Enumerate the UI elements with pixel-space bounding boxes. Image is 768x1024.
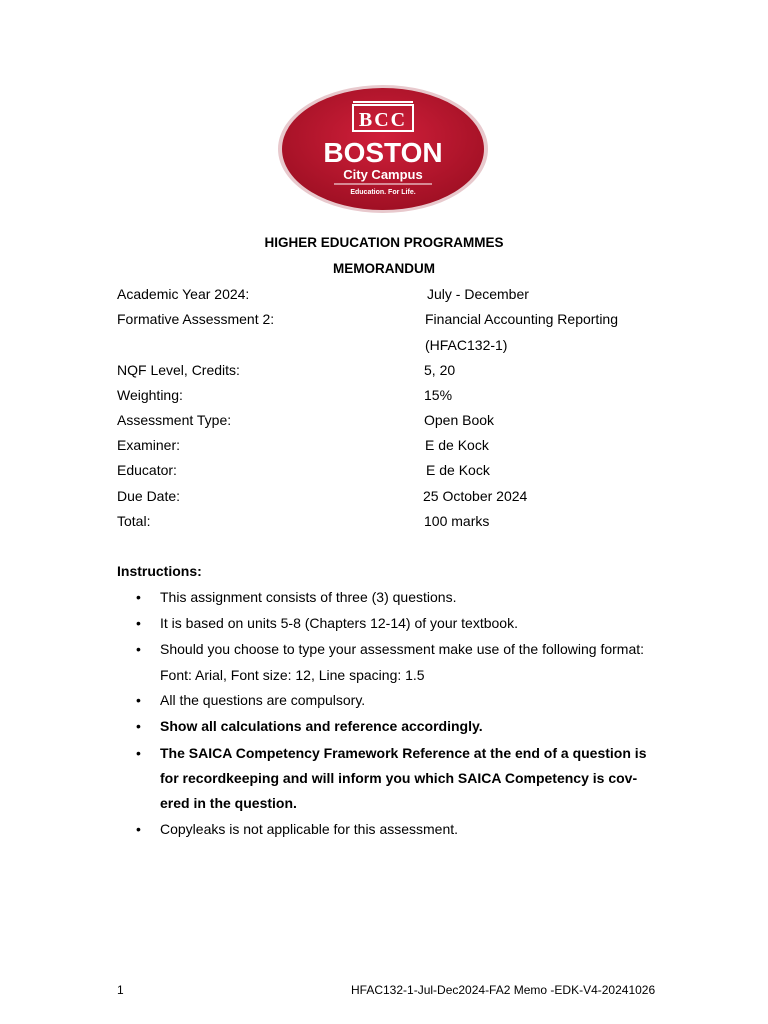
- instruction-item: All the questions are compulsory.: [160, 692, 366, 708]
- detail-value: 100 marks: [424, 513, 490, 529]
- detail-row: [0, 286, 768, 306]
- detail-value: (HFAC132-1): [425, 337, 508, 353]
- detail-value: Open Book: [424, 412, 495, 428]
- bullet-icon: •: [136, 745, 141, 761]
- instruction-item: It is based on units 5-8 (Chapters 12-14) of your textbook.: [160, 615, 518, 631]
- detail-value: E de Kock: [426, 462, 490, 478]
- detail-label: Examiner:: [117, 437, 181, 453]
- detail-row: [0, 412, 768, 432]
- detail-label: Assessment Type:: [117, 412, 232, 428]
- detail-label: Total:: [117, 513, 151, 529]
- detail-value: 15%: [424, 387, 453, 403]
- bullet-icon: •: [136, 589, 141, 605]
- logo-tagline: Education. For Life.: [350, 189, 416, 196]
- detail-row: [0, 488, 768, 508]
- detail-value: 25 October 2024: [423, 488, 528, 504]
- logo-subtitle: City Campus: [343, 167, 423, 182]
- document-reference: HFAC132-1-Jul-Dec2024-FA2 Memo -EDK-V4-20241026: [351, 983, 656, 997]
- instruction-item: Show all calculations and reference accordingly.: [160, 718, 483, 734]
- detail-row: [0, 513, 768, 533]
- detail-label: Academic Year 2024:: [117, 286, 250, 302]
- page-number: 1: [117, 983, 124, 997]
- boston-city-campus-logo: [276, 83, 490, 215]
- programme-heading: HIGHER EDUCATION PROGRAMMES: [264, 235, 504, 250]
- detail-label: Formative Assessment 2:: [117, 311, 275, 327]
- detail-row: [0, 462, 768, 482]
- detail-value: July - December: [427, 286, 529, 302]
- bullet-icon: •: [136, 615, 141, 631]
- bullet-icon: •: [136, 692, 141, 708]
- instruction-item-continuation: for recordkeeping and will inform you which SAICA Competency is cov-: [160, 770, 638, 786]
- detail-row: [0, 437, 768, 457]
- bullet-icon: •: [136, 718, 141, 734]
- logo-name: BOSTON: [323, 137, 443, 168]
- bullet-icon: •: [136, 641, 141, 657]
- instruction-item-continuation: Font: Arial, Font size: 12, Line spacing: 1.5: [160, 667, 425, 683]
- detail-row: [0, 311, 768, 331]
- instructions-title: Instructions:: [117, 563, 202, 579]
- memorandum-heading: MEMORANDUM: [333, 261, 435, 276]
- detail-value: 5, 20: [424, 362, 456, 378]
- detail-value: Financial Accounting Reporting: [425, 311, 619, 327]
- instruction-item: The SAICA Competency Framework Reference at the end of a question is: [160, 745, 647, 761]
- logo-monogram: BCC: [358, 109, 408, 131]
- instruction-item: Should you choose to type your assessment make use of the following format:: [160, 641, 645, 657]
- detail-value: E de Kock: [425, 437, 489, 453]
- detail-label: Educator:: [117, 462, 177, 478]
- bullet-icon: •: [136, 821, 141, 837]
- detail-label: NQF Level, Credits:: [117, 362, 240, 378]
- detail-row-continuation: [0, 337, 768, 357]
- detail-row: [0, 362, 768, 382]
- detail-label: Due Date:: [117, 488, 181, 504]
- instruction-item: Copyleaks is not applicable for this assessment.: [160, 821, 459, 837]
- instruction-item: This assignment consists of three (3) questions.: [160, 589, 457, 605]
- detail-label: Weighting:: [117, 387, 183, 403]
- instruction-item-continuation: ered in the question.: [160, 795, 297, 811]
- detail-row: [0, 387, 768, 407]
